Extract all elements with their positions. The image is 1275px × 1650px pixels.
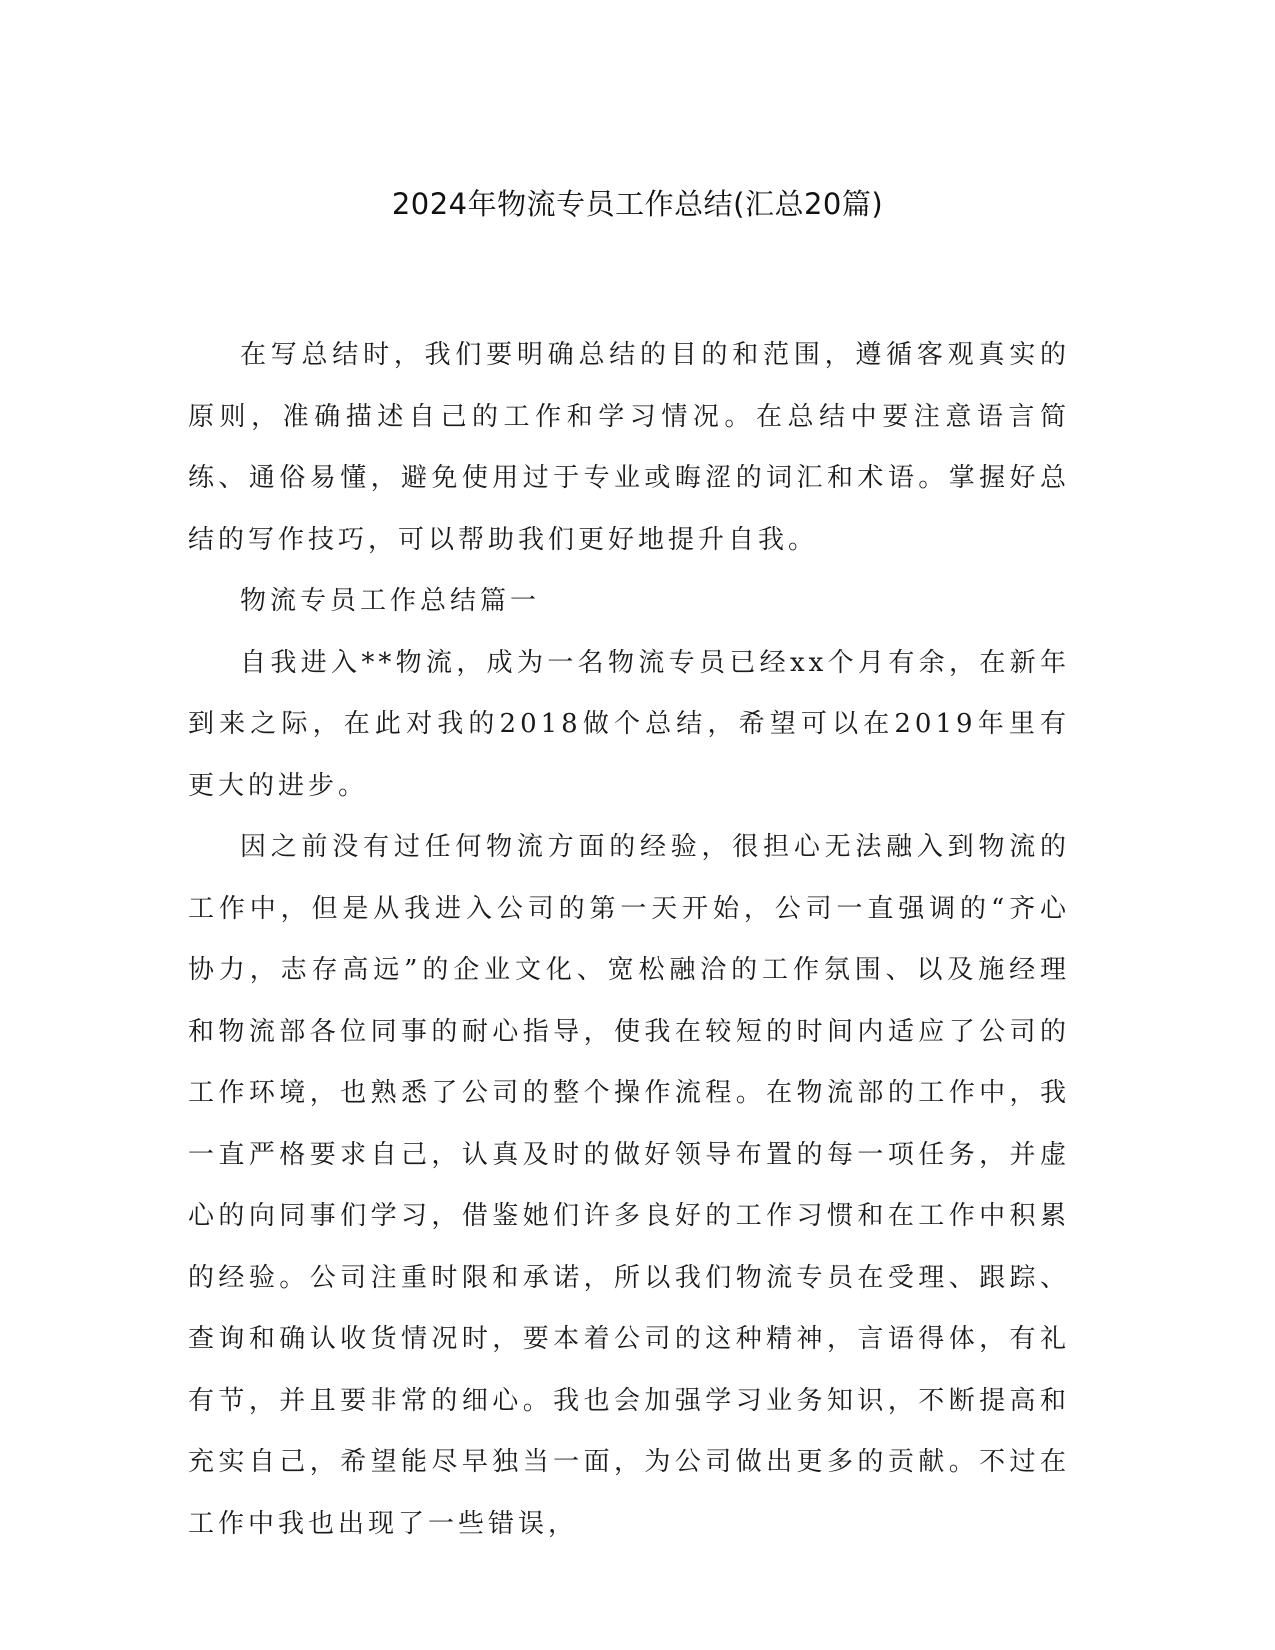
section-heading: 物流专员工作总结篇一 (240, 586, 541, 616)
intro-paragraph: 在写总结时，我们要明确总结的目的和范围，遵循客观真实的原则，准确描述自己的工作和学习情况。在总结中要注意语言简练、通俗易懂，避免使用过于专业或晦涩的词汇和术语。掌握好总结的写作技巧，可以帮助我们更好地提升自我。 (188, 340, 1070, 555)
body-paragraph: 自我进入**物流，成为一名物流专员已经xx个月有余，在新年到来之际，在此对我的2018做个总结，希望可以在2019年里有更大的进步。 (188, 647, 1070, 801)
document-body (188, 325, 1070, 1555)
document-title: 2024年物流专员工作总结(汇总20篇) (391, 187, 884, 221)
body-paragraph: 因之前没有过任何物流方面的经验，很担心无法融入到物流的工作中，但是从我进入公司的第一天开始，公司一直强调的“齐心协力，志存高远”的企业文化、宽松融洽的工作氛围、以及施经理和物流部各位同事的耐心指导，使我在较短的时间内适应了公司的工作环境，也熟悉了公司的整个操作流程。在物流部的工作中，我一直严格要求自己，认真及时的做好领导布置的每一项任务，并虚心的向同事们学习，借鉴她们许多良好的工作习惯和在工作中积累的经验。公司注重时限和承诺，所以我们物流专员在受理、跟踪、查询和确认收货情况时，要本着公司的这种精神，言语得体，有礼有节，并且要非常的细心。我也会加强学习业务知识，不断提高和充实自己，希望能尽早独当一面，为公司做出更多的贡献。不过在工作中我也出现了一些错误， (188, 832, 1070, 1539)
